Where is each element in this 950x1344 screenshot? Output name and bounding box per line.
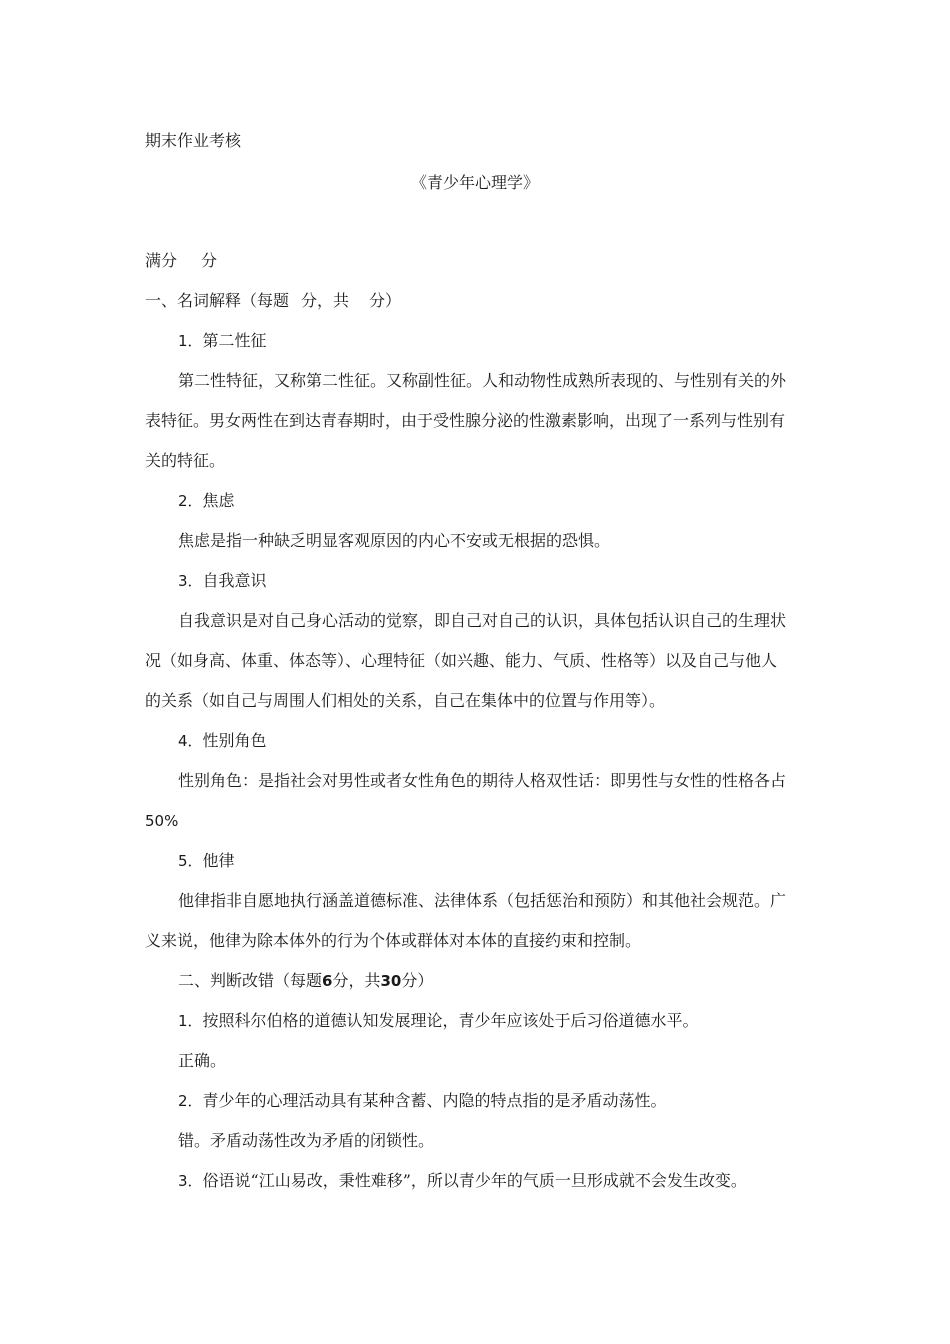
section2-total: 30 — [380, 972, 402, 990]
full-score-line — [145, 250, 217, 272]
term-name: 第二性征 — [202, 331, 267, 350]
question-number: 1． — [178, 1012, 203, 1030]
section2-heading — [178, 970, 433, 992]
paragraph-line: 的关系（如自己与周围人们相处的关系，自己在集体中的位置与作用等）。 — [145, 691, 666, 710]
section2-score: 6 — [322, 972, 333, 990]
answer-line: 错。矛盾动荡性改为矛盾的闭锁性。 — [178, 1131, 435, 1150]
paragraph-line: 他律指非自愿地执行涵盖道德标准、法律体系（包括惩治和预防）和其他社会规范。广 — [178, 891, 787, 910]
full-score-label: 满分 — [145, 251, 178, 270]
term-number: 3． — [178, 572, 203, 590]
paragraph-line: 况（如身高、体重、体态等）、心理特征（如兴趣、能力、气质、性格等）以及自己与他人 — [145, 651, 778, 670]
paragraph-line: 义来说，他律为除本体外的行为个体或群体对本体的直接约束和控制。 — [145, 931, 642, 950]
term-name: 焦虑 — [202, 491, 235, 510]
term-number: 1． — [178, 332, 203, 350]
question-text: 按照科尔伯格的道德认知发展理论，青少年应该处于后习俗道德水平。 — [202, 1011, 699, 1030]
section1-heading-part: 一、名词解释（每题 — [145, 291, 290, 310]
question-text: 青少年的心理活动具有某种含蓄、内隐的特点指的是矛盾动荡性。 — [202, 1091, 667, 1110]
term-heading — [178, 730, 267, 752]
paragraph-line: 50% — [145, 812, 179, 830]
document-title: 《青少年心理学》 — [410, 173, 539, 192]
paragraph-line: 自我意识是对自己身心活动的觉察，即自己对自己的认识，具体包括认识自己的生理状 — [178, 611, 787, 630]
term-heading — [178, 570, 267, 592]
full-score-unit: 分 — [201, 251, 218, 270]
answer-line: 正确。 — [178, 1051, 227, 1070]
term-name: 性别角色 — [202, 731, 267, 750]
section1-heading-part: 分，共 — [301, 291, 350, 310]
term-number: 2． — [178, 492, 203, 510]
term-name: 自我意识 — [202, 571, 267, 590]
question-text: 俗语说“江山易改，秉性难移”，所以青少年的气质一旦形成就不会发生改变。 — [202, 1171, 747, 1190]
paragraph-line: 关的特征。 — [145, 451, 226, 470]
section2-heading-part: 分，共 — [332, 971, 381, 990]
term-number: 5． — [178, 852, 203, 870]
document-header: 期末作业考核 — [145, 131, 242, 150]
section1-heading-part: 分） — [369, 291, 402, 310]
paragraph-line: 焦虑是指一种缺乏明显客观原因的内心不安或无根据的恐惧。 — [178, 531, 611, 550]
question-line — [178, 1090, 667, 1112]
term-heading — [178, 850, 235, 872]
term-name: 他律 — [202, 851, 235, 870]
term-heading — [178, 330, 267, 352]
term-number: 4． — [178, 732, 203, 750]
section2-heading-part: 分） — [401, 971, 434, 990]
paragraph-line: 第二性特征，又称第二性征。又称副性征。人和动物性成熟所表现的、与性别有关的外 — [178, 371, 787, 390]
section1-heading — [145, 290, 401, 312]
question-number: 2． — [178, 1092, 203, 1110]
question-number: 3． — [178, 1172, 203, 1190]
section2-heading-part: 二、判断改错（每题 — [178, 971, 323, 990]
term-heading — [178, 490, 235, 512]
question-line — [178, 1010, 699, 1032]
paragraph-line: 表特征。男女两性在到达青春期时，由于受性腺分泌的性激素影响，出现了一系列与性别有 — [145, 411, 786, 430]
question-line — [178, 1170, 747, 1192]
paragraph-line: 性别角色：是指社会对男性或者女性角色的期待人格双性话：即男性与女性的性格各占 — [178, 771, 787, 790]
